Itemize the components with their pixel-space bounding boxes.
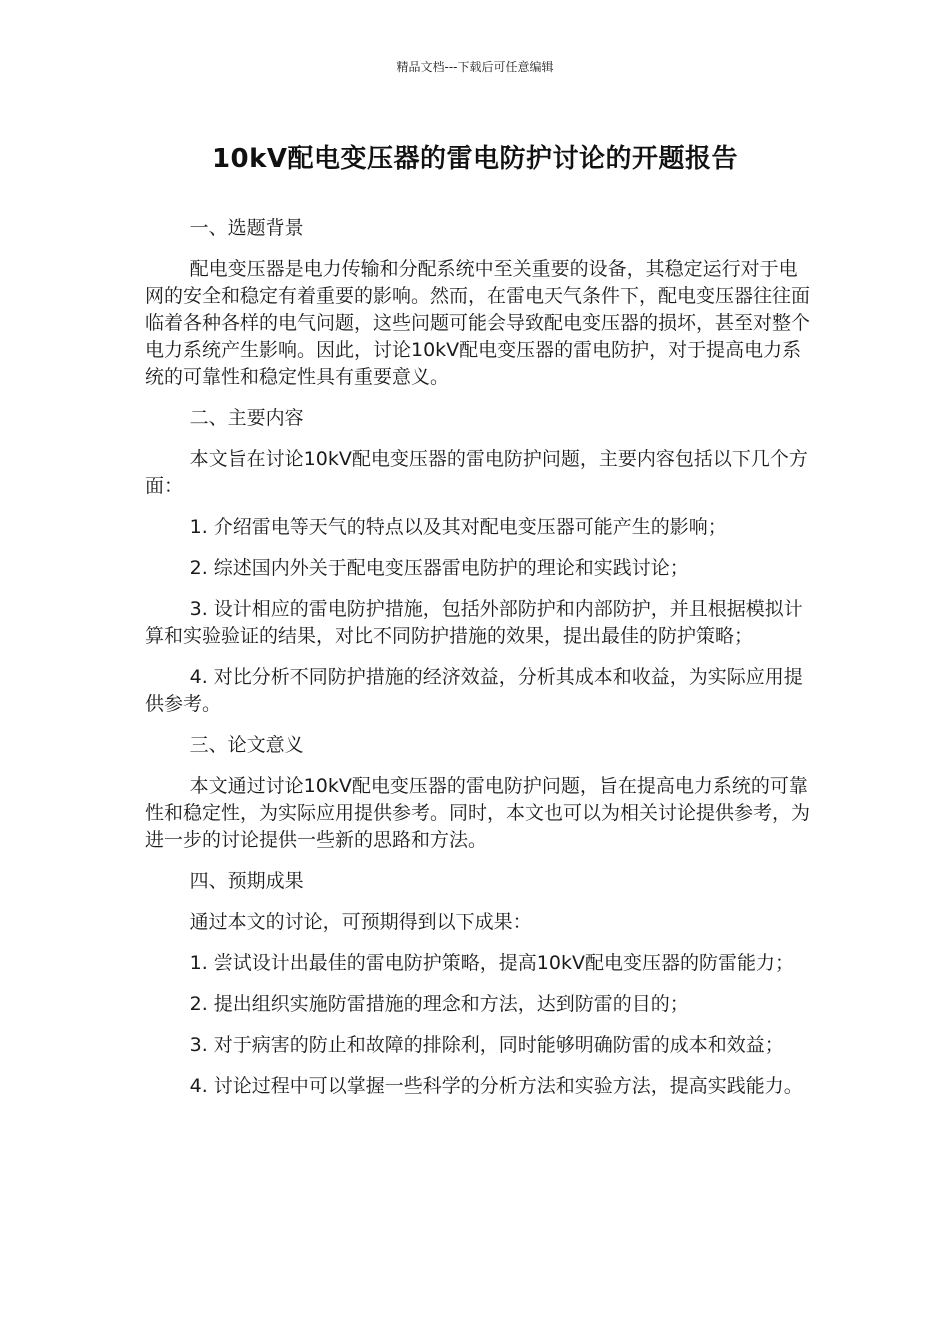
section-heading-significance: 三、论文意义 <box>189 734 304 756</box>
list-item: 1. 介绍雷电等天气的特点以及其对配电变压器可能产生的影响； <box>189 516 727 538</box>
section-heading-expected-results: 四、预期成果 <box>189 870 304 892</box>
list-item: 2. 提出组织实施防雷措施的理念和方法，达到防雷的目的； <box>189 993 689 1015</box>
list-item: 2. 综述国内外关于配电变压器雷电防护的理论和实践讨论； <box>189 557 689 579</box>
paragraph-background: 配电变压器是电力传输和分配系统中至关重要的设备，其稳定运行对于电网的安全和稳定有着重要的影响。然而，在雷电天气条件下，配电变压器往往面临着各种各样的电气问题，这些问题可能会导致配电变压器的损坏，甚至对整个电力系统产生影响。因此，讨论10kV配电变压器的雷电防护，对于提高电力系统的可靠性和稳定性具有重要意义。 <box>145 258 811 388</box>
document-title: 10kV配电变压器的雷电防护讨论的开题报告 <box>211 144 739 174</box>
list-item: 4. 讨论过程中可以掌握一些科学的分析方法和实验方法，提高实践能力。 <box>189 1075 803 1097</box>
section-heading-background: 一、选题背景 <box>189 217 304 239</box>
page-header-note: 精品文档---下载后可任意编辑 <box>396 60 554 74</box>
document-body <box>145 215 810 1114</box>
paragraph-expected-results-intro: 通过本文的讨论，可预期得到以下成果： <box>189 911 532 933</box>
paragraph-significance: 本文通过讨论10kV配电变压器的雷电防护问题，旨在提高电力系统的可靠性和稳定性，为实际应用提供参考。同时，本文也可以为相关讨论提供参考，为进一步的讨论提供一些新的思路和方法。 <box>145 775 811 851</box>
section-heading-main-content: 二、主要内容 <box>189 407 304 429</box>
list-item: 3. 设计相应的雷电防护措施，包括外部防护和内部防护，并且根据模拟计算和实验验证的结果，对比不同防护措施的效果，提出最佳的防护策略； <box>145 598 803 647</box>
paragraph-main-content-intro: 本文旨在讨论10kV配电变压器的雷电防护问题，主要内容包括以下几个方面： <box>145 448 808 497</box>
list-item: 1. 尝试设计出最佳的雷电防护策略，提高10kV配电变压器的防雷能力； <box>189 952 794 974</box>
list-item: 4. 对比分析不同防护措施的经济效益，分析其成本和收益，为实际应用提供参考。 <box>145 666 803 715</box>
list-item: 3. 对于病害的防止和故障的排除利，同时能够明确防雷的成本和效益； <box>189 1034 784 1056</box>
